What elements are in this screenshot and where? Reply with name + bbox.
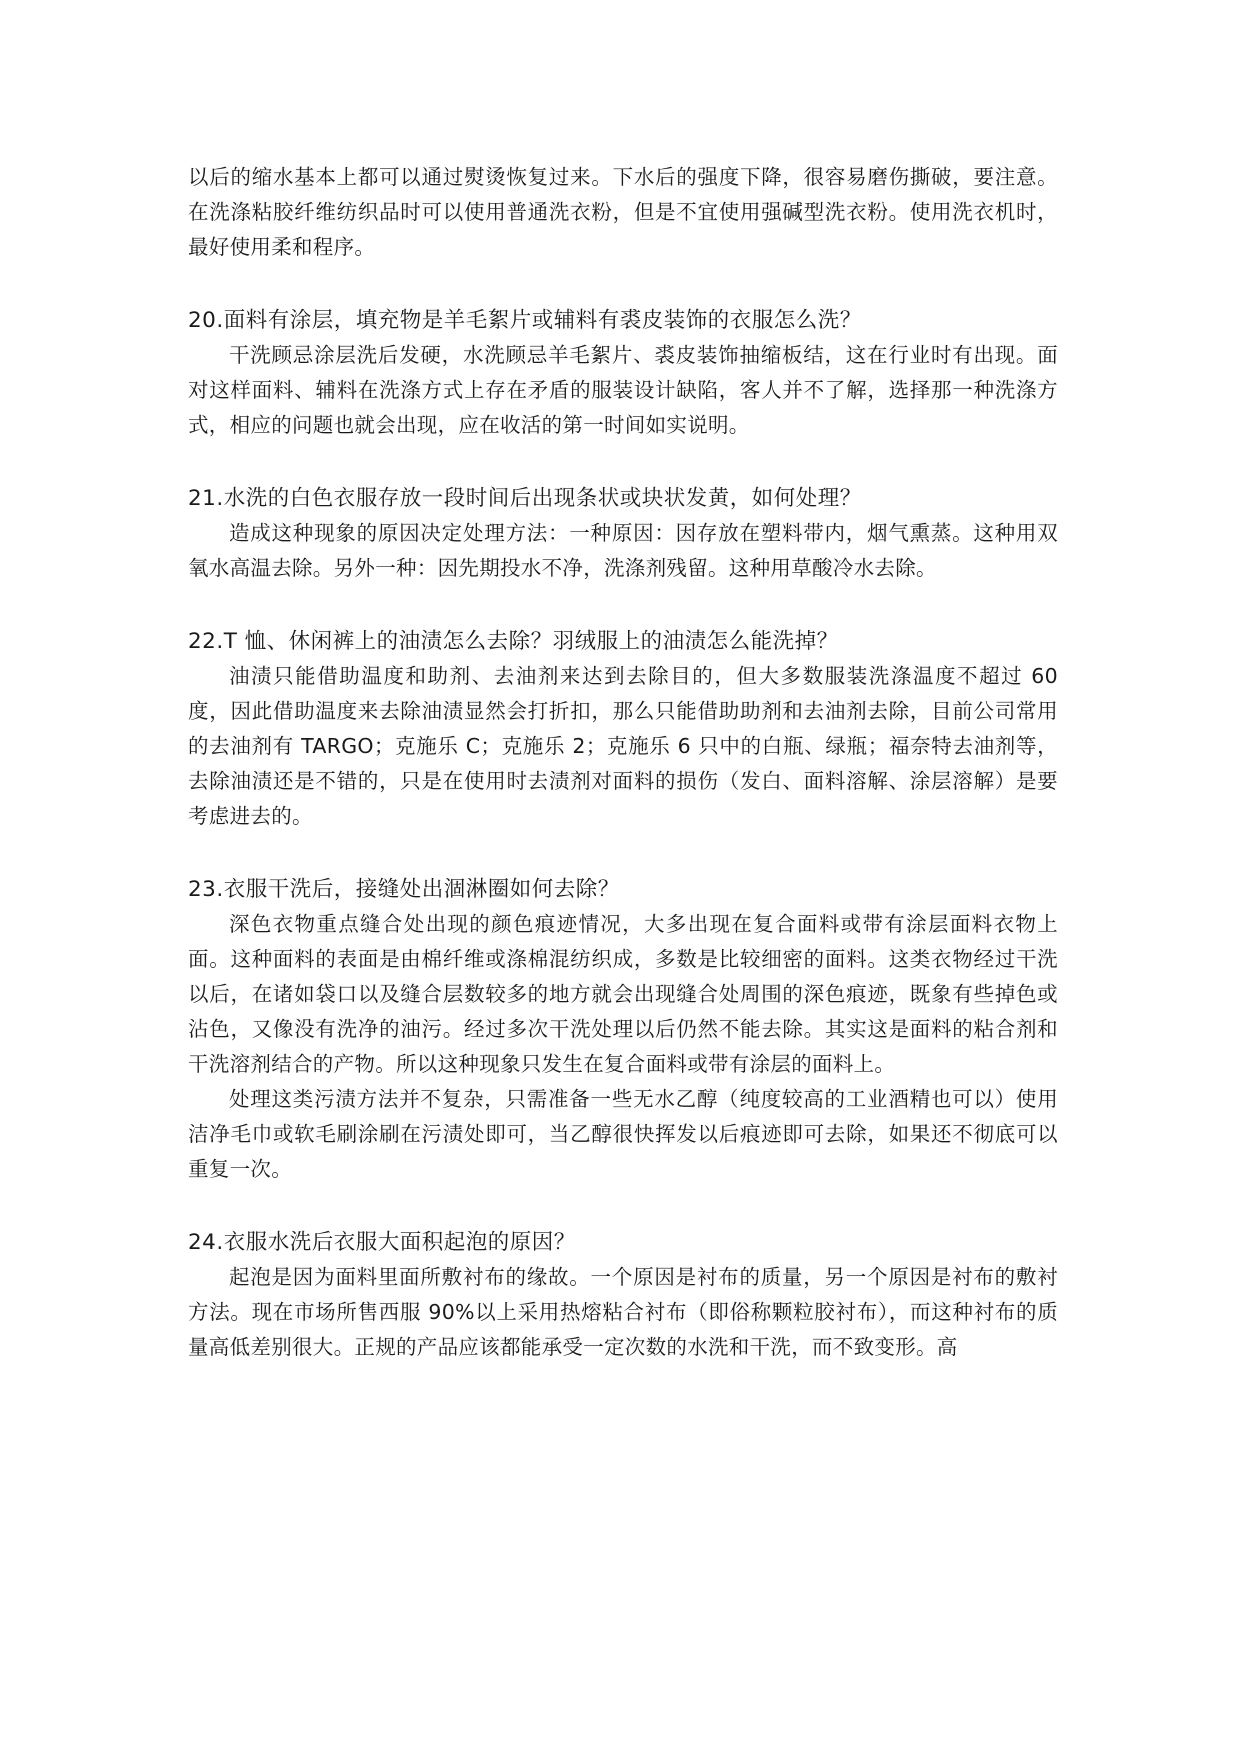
section-22-paragraph: 油渍只能借助温度和助剂、去油剂来达到去除目的，但大多数服装洗涤温度不超过 60 度，因此借助温度来去除油渍显然会打折扣，那么只能借助助剂和去油剂去除，目前公司常用的去油剂有 TARGO；克施乐 C；克施乐 2；克施乐 6 只中的白瓶、绿瓶；福奈特去油剂等，去除油渍还是不错的，只是在使用时去渍剂对面料的损伤（发白、面料溶解、涂层溶解）是要考虑进去的。 [188,664,1058,828]
section-gap [188,443,1058,481]
section-heading-20: 20.面料有涂层，填充物是羊毛絮片或辅料有裘皮装饰的衣服怎么洗？ [188,308,862,333]
section-23-paragraph-1: 深色衣物重点缝合处出现的颜色痕迹情况，大多出现在复合面料或带有涂层面料衣物上面。这种面料的表面是由棉纤维或涤棉混纺织成，多数是比较细密的面料。这类衣物经过干洗以后，在诸如袋口以及缝合层数较多的地方就会出现缝合处周围的深色痕迹，既象有些掉色或沾色，又像没有洗净的油污。经过多次干洗处理以后仍然不能去除。其实这是面料的粘合剂和干洗溶剂结合的产物。所以这种现象只发生在复合面料或带有涂层的面料上。 [188,912,1058,1076]
intro-paragraph: 以后的缩水基本上都可以通过熨烫恢复过来。下水后的强度下降，很容易磨伤撕破，要注意。在洗涤粘胶纤维纺织品时可以使用普通洗衣粉，但是不宜使用强碱型洗衣粉。使用洗衣机时，最好使用柔和程序。 [188,165,1058,259]
section-gap [188,834,1058,872]
section-heading-23: 23.衣服干洗后，接缝处出涸淋圈如何去除？ [188,877,620,902]
section-gap [188,586,1058,624]
section-23-paragraph-2: 处理这类污渍方法并不复杂，只需准备一些无水乙醇（纯度较高的工业酒精也可以）使用洁净毛巾或软毛刷涂刷在污渍处即可，当乙醇很快挥发以后痕迹即可去除，如果还不彻底可以重复一次。 [188,1087,1058,1181]
page-content [188,160,1058,1365]
section-heading-21: 21.水洗的白色衣服存放一段时间后出现条状或块状发黄，如何处理？ [188,486,862,511]
section-gap [188,265,1058,303]
section-heading-22: 22.T 恤、休闲裤上的油渍怎么去除？羽绒服上的油渍怎么能洗掉？ [188,629,839,654]
section-heading-24: 24.衣服水洗后衣服大面积起泡的原因？ [188,1230,576,1255]
section-20-paragraph: 干洗顾忌涂层洗后发硬，水洗顾忌羊毛絮片、裘皮装饰抽缩板结，这在行业时有出现。面对这样面料、辅料在洗涤方式上存在矛盾的服装设计缺陷，客人并不了解，选择那一种洗涤方式，相应的问题也就会出现，应在收活的第一时间如实说明。 [188,343,1058,437]
section-21-paragraph: 造成这种现象的原因决定处理方法：一种原因：因存放在塑料带内，烟气熏蒸。这种用双氧水高温去除。另外一种：因先期投水不净，洗涤剂残留。这种用草酸冷水去除。 [188,521,1058,580]
section-24-paragraph: 起泡是因为面料里面所敷衬布的缘故。一个原因是衬布的质量，另一个原因是衬布的敷衬方法。现在市场所售西服 90%以上采用热熔粘合衬布（即俗称颗粒胶衬布），而这种衬布的质量高低差别很大。正规的产品应该都能承受一定次数的水洗和干洗，而不致变形。高 [188,1265,1058,1359]
section-gap [188,1187,1058,1225]
